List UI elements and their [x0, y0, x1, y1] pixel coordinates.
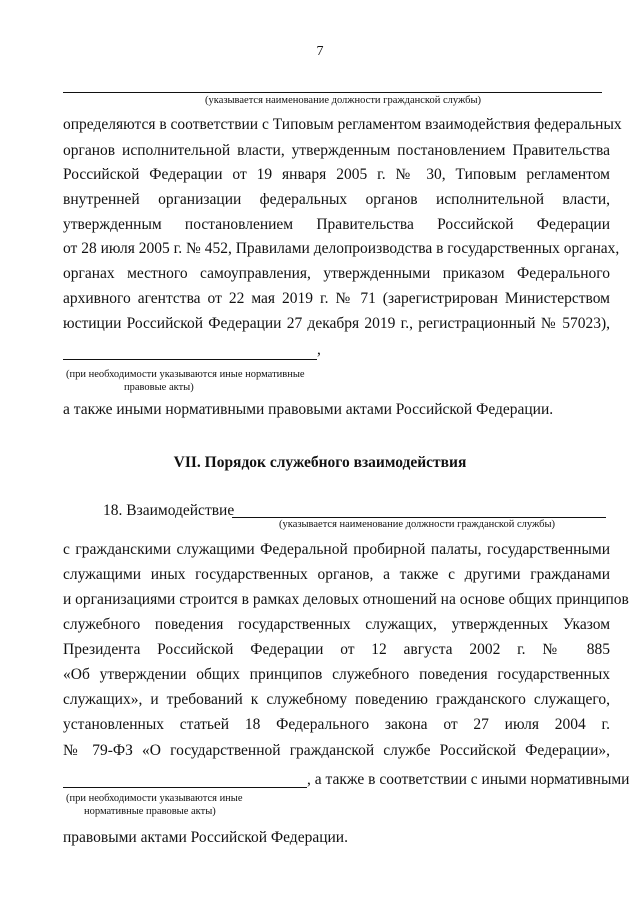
blank-line-position [63, 92, 602, 93]
text-line: № 79-ФЗ «О государственной гражданской службе Российской Федерации», [63, 742, 610, 759]
text-line: органах местного самоуправления, утвержденными приказом Федерального [63, 265, 610, 282]
text-line: служащими иных государственных органов, а также с другими гражданами [63, 566, 610, 583]
text-line: и организациями строится в рамках деловых отношений на основе общих принципов [63, 591, 629, 608]
text-line-continuation: , а также в соответствии с иными нормативными [307, 771, 630, 788]
text-line: служебного поведения государственных служащих, утвержденных Указом [63, 616, 610, 633]
text-line: определяются в соответствии с Типовым регламентом взаимодействия федеральных [63, 116, 622, 133]
text-line: утвержденным постановлением Правительства Российской Федерации [63, 216, 610, 233]
text-line: а также иными нормативными правовыми актами Российской Федерации. [63, 401, 554, 418]
text-line: юстиции Российской Федерации 27 декабря 2019 г., регистрационный № 57023), [63, 315, 610, 332]
text-line: «Об утверждении общих принципов служебного поведения государственных [63, 666, 610, 683]
section-heading: VII. Порядок служебного взаимодействия [173, 454, 467, 471]
text-line: архивного агентства от 22 мая 2019 г. № 71 (зарегистрирован Министерством [63, 290, 610, 307]
acts-hint-line2: правовые акты) [124, 382, 194, 393]
text-line: внутренней организации федеральных органов исполнительной власти, [63, 191, 610, 208]
position-hint-2: (указывается наименование должности гражданской службы) [279, 519, 556, 530]
acts-hint-2-line1: (при необходимости указываются иные [66, 793, 243, 804]
text-line: правовыми актами Российской Федерации. [63, 829, 348, 846]
text-line: с гражданскими служащими Федеральной пробирной палаты, государственными [63, 541, 610, 558]
blank-line-acts [63, 359, 317, 360]
text-line: служащих», и требований к служебному поведению гражданского служащего, [63, 691, 610, 708]
text-line: Президента Российской Федерации от 12 августа 2002 г. № 885 [63, 641, 610, 658]
text-line: от 28 июля 2005 г. № 452, Правилами делопроизводства в государственных органах, [63, 240, 620, 257]
acts-hint-2-line2: нормативные правовые акты) [84, 806, 216, 817]
blank-line-position-2 [232, 517, 606, 518]
position-hint: (указывается наименование должности гражданской службы) [205, 95, 482, 106]
text-line: установленных статьей 18 Федерального закона от 27 июля 2004 г. [63, 716, 610, 733]
blank-line-acts-2 [63, 787, 307, 788]
acts-hint-line1: (при необходимости указываются иные нормативные [66, 369, 305, 380]
text-line: Российской Федерации от 19 января 2005 г. № 30, Типовым регламентом [63, 166, 610, 183]
text-line: органов исполнительной власти, утвержденным постановлением Правительства [63, 142, 610, 159]
blank-comma: , [317, 341, 321, 358]
page-number: 7 [316, 44, 324, 59]
item-18-lead: 18. Взаимодействие [103, 502, 235, 519]
